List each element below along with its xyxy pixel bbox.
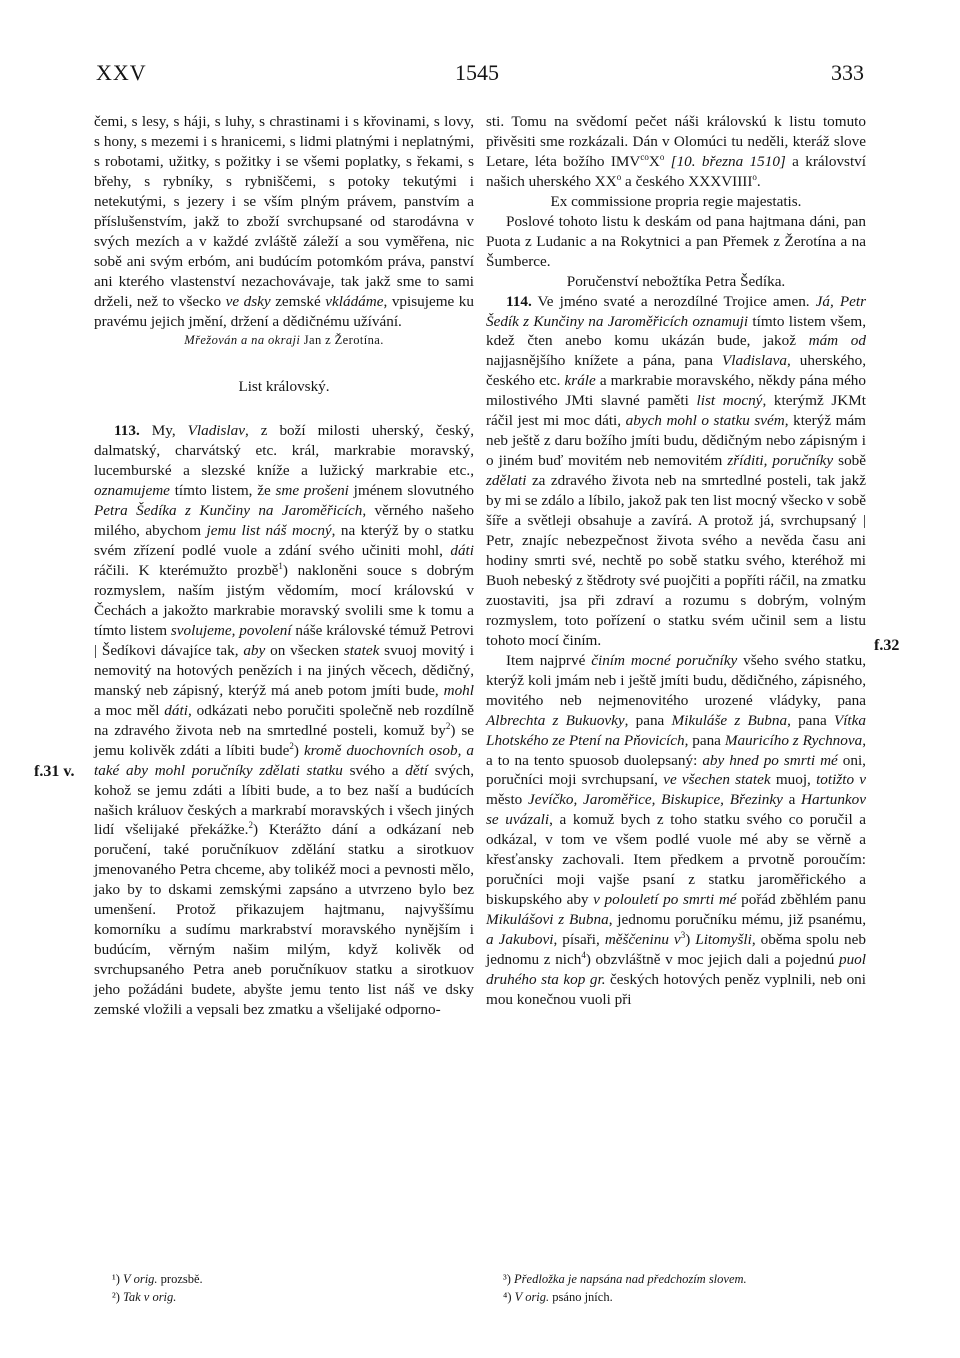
footnote-1: ¹) V orig. prozsbě. [112,1272,203,1286]
folio-marker-right: f.32 [874,637,900,654]
running-head-left: XXV [96,60,147,85]
footnote-3: ³) Předložka je napsána nad předchozím slovem. [503,1272,747,1286]
entry-113: 113. My, Vladislav, z boží milosti uherský, český, dalmatský, charvátský etc. král, markrabie moravský, lucemburské a slezské kníže a lužický markrabie etc., oznamujeme tímto listem, že sme prošeni jménem slovutného Petra Šedíka z Kunčiny na Jaroměřicích, věrného našeho milého, abychom jemu list náš mocný, na kterýž by o statku svém zřízení podlé vuole a zdání svého učiniti mohl, dáti ráčili. K kterémužto prozbě$^1$) nakloněni souce s dobrým rozmyslem, naším jistým vědomím, mocí královskú v Čechách a jakožto markrabie moravský svolili sme k tomu a tímto listem svolujeme, povolení náše královské témuž Petrovi | Šedíkovi dávajíce tak, aby on všecken statek svuoj movitý i nemovitý na hotových penězích i na jiných věcech, dědičný, manský neb zápisný, kterýž má aneb potom jmíti bude, mohl a moc měl dáti, odkázati nebo poručiti společně neb rozdílně na zdravého života neb na smrtedlné posteli, komuž $by^2$) se jemu kolivěk zdáti a líbiti bude$^2$) kromě duochovních osob, a také aby mohl poručníky zdělati statku svého a dětí svých, kohož se jemu zdáti a líbiti bude, a to bez naší a budúcích našich králuov českých a markrabí moravských i všech jiných lidí všelijaké překážke.$^2$) Kterážto dání a odkázaní neb poručení, také poručníkuov zdělání statku a sirotkuov jmenovaného Petra chceme, aby tolikéž moci a pevnosti mělo, jako by to dskami zemskými zapsáno a utvrzeno bylo bez umenšení. Protož přikazujem hajtmanu, najvyššímu komorníku a sudímu markrabství moravského nynějším i budúcím, věrným našim milým, když kolivěk od svrchupsaného Petra aneb poručníkuov statku a sirotkuov jeho požádáni budete, abyšte jemu tento list náš ve dsky zemské vložili a vepsali bez zmatku a všelijaké odporno- [94,422,475,1019]
section-heading: List královský. [238,378,330,396]
footnotes-right [503,1270,883,1306]
footnote-4: ⁴) V orig. psáno jních. [503,1290,613,1304]
paragraph-continued: sti. Tomu na svědomí pečet náši královskú k listu tomuto přivěsiti sme rozkázali. Dán v Olomúci tu neděli, kteráž slove Letare, léta božího $IMV^{co}X^o$ [10. března 1510] a království našich uherského $XX^o$ a českého XXXVIIII$^o$. [486,113,866,190]
left-column [94,112,474,1020]
page-number: 333 [831,60,864,85]
entry-number: 113. [114,422,140,440]
entry-number: 114. [506,292,532,310]
paragraph-continued: čemi, s lesy, s háji, s luhy, s chrastinami i s křovinami, s lovy, s hony, s mezemi i s hranicemi, s lidmi platnými i neplatnými, s robotami, užitky, s požitky i se všemi poplatky, s řekami, s břehy, s rybníky, s rybniščemi, s potoky tekutými i netekutými, s jezery i se vším plným právem, panstvím a příslušenstvím, jakž to zboží svrchupsané od starodávna v svých mezích a v každé zvláště záleží a sou vyměřena, nic sobě ani svým erbóm, ani budúcím potomkóm práva, panství ani kterého vlastenství nezachovávaje, tak jakž sme to sami drželi, než to všecko ve dsky zemské vkládáme, vpisujeme ku pravému jejich jmění, držení a dědičnému užívání. [94,113,474,330]
section-heading: Poručenství nebožtíka Petra Šedíka. [566,272,786,290]
folio-marker-left: f.31 v. [34,763,75,780]
entry-114-item-first: Item najprvé činím mocné poručníky všeho svého statku, kterýž koli jmám neb i ještě jmíti budu, dědičného, zápisného, movitého neb nejmenovitého urozené vládyky, pana Albrechta z Bukuovky, pana Mikuláše z Bubna, pana Vítka Lhotského ze Ptení na Pňovicích, pana Mauricího z Rychnova, a to na tento spuosob duolepsaný: aby hned po smrti mé oni, poručníci moji svrchupsaní, ve všechen statek muoj, totižto v město Jevíčko, Jaroměřice, Biskupice, Březinky a Hartunkov se uvázali, a komuž bych z toho statku svého co poručil a odkázal, v tom ve všem podlé vuole mé aby se věrně a křesťansky zachovali. Item předkem a prvotně poroučím: poručníci moji vajše psaní z statku jaroměřického a biskupského aby v polouletí po smrti mé pořád zběhlém panu Mikulášovi z Bubna, jednomu poručníku mému, již psanému, a Jakubovi, písaři, měščeninu $v^3$) Litomyšli, oběma spolu neb jednomu z nich$^4$) obzvláštně v moc jejich dali a pojednú puol druhého sta kop gr. českých hotových peněz vyplnili, neb oni mou konečnou vuoli při [486,651,867,1008]
commission-line: Ex commissione propria regie majestatis. [550,192,802,210]
registry-note: Mřežován a na okraji Jan z Žerotína. [184,333,384,348]
entry-114: 114. Ve jméno svaté a nerozdílné Trojice amen. Já, Petr Šedík z Kunčiny na Jaroměřicích oznamuji tímto listem všem, kdež čten anebo komu ukázán bude, jakož mám od najjasnějšího knížete a pána, pana Vladislava, uherského, českého etc. krále a markrabie moravského, někdy pána mého milostivého JMti slavné paměti list mocný, kterýmž JKMt ráčil jest mi moc dáti, abych mohl o statku svém, kterýž mám neb ještě z daru božího jmíti budu, dědičným nebo zápisným i o jiném buď movitém neb nemovitém zříditi, poručníky sobě zdělati za zdravého života neb na smrtedlné posteli, tak jakž by mi se zdálo a líbilo, jakož pak ten list mocný všecko v sobě šíře a světleji obsahuje a zavírá. A protož já, svrchupsaný | Petr, znajíc nebezpečnost života svého a nevěda času ani hodiny smrti své, nechtě po sobě statku svého, kteréhož mi Buoh nebeský z štědroty své puojčiti a popříti ráčil, na zmatku zuostaviti, jsa při zdraví a rozumu s dobrým, volným rozmyslem, toto pořízení o statku svém učinil sem a listu tohoto mocí činím. [486,292,867,649]
footnotes-left [112,1270,492,1306]
messengers-line: Poslové tohoto listu k deskám od pana hajtmana dáni, pan Puota z Ludanic a na Rokytnici a pan Přemek z Žerotína a na Šumberce. [486,212,866,270]
footnote-2: ²) Tak v orig. [112,1290,177,1304]
running-head-year: 1545 [455,60,499,85]
right-column [486,112,866,1010]
